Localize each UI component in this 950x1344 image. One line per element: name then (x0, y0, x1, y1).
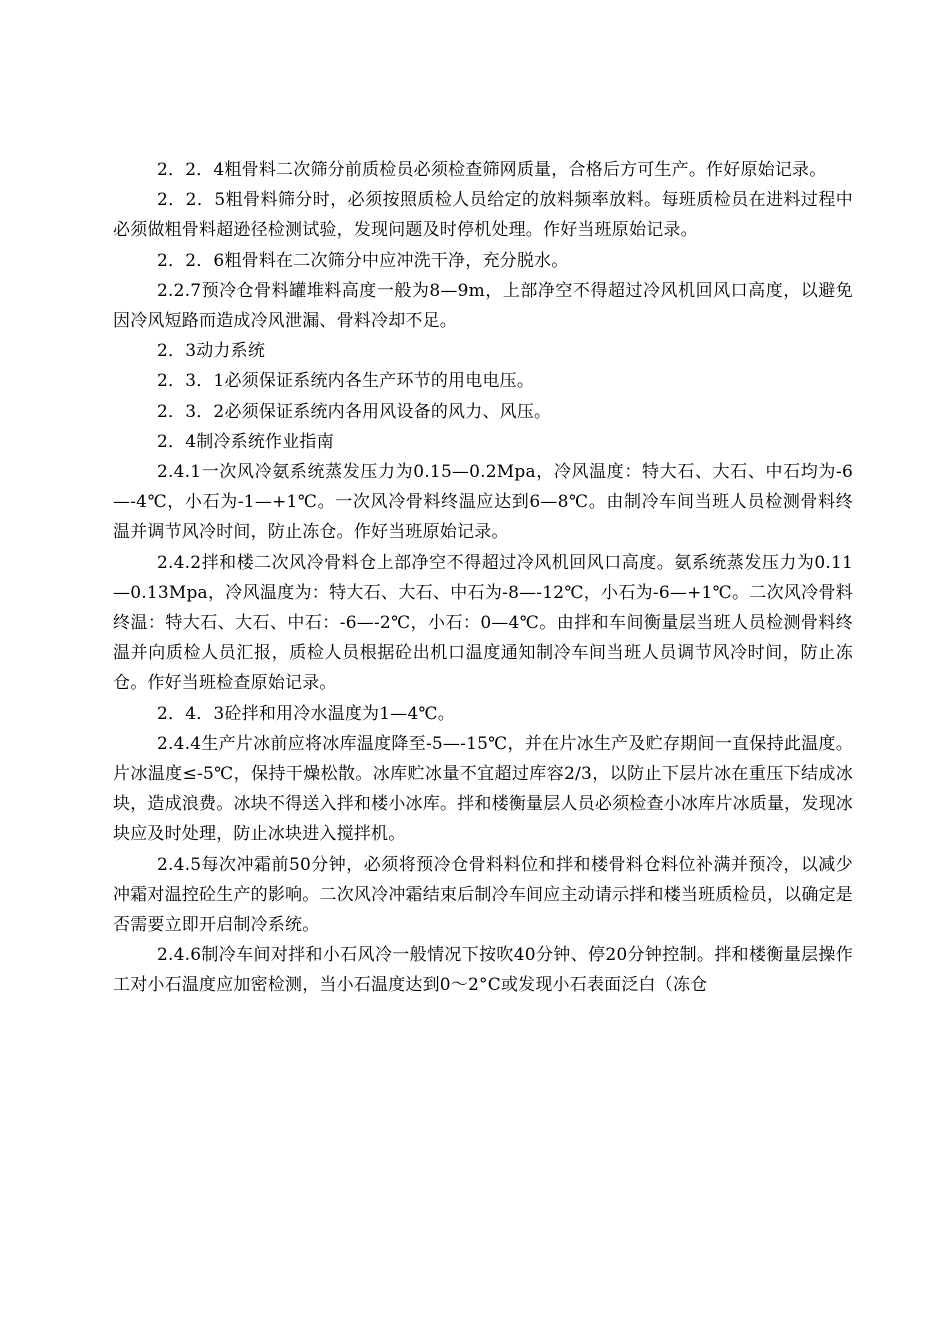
paragraph-2-3-1: 2．3．1必须保证系统内各生产环节的用电电压。 (157, 371, 535, 392)
paragraph-2-4-5: 2.4.5每次冲霜前50分钟，必须将预冷仓骨料料位和拌和楼骨料仓料位补满并预冷，以减少冲霜对温控砼生产的影响。二次风冷冲霜结束后制冷车间应主动请示拌和楼当班质检员，以确定是否需要立即开启制冷系统。 (113, 854, 853, 936)
paragraph-2-4-4: 2.4.4生产片冰前应将冰库温度降至-5—-15℃，并在片冰生产及贮存期间一直保持此温度。片冰温度≤-5℃，保持干燥松散。冰库贮冰量不宜超过库容2/3，以防止下层片冰在重压下结成冰块，造成浪费。冰块不得送入拌和楼小冰库。拌和楼衡量层人员必须检查小冰库片冰质量，发现冰块应及时处理，防止冰块进入搅拌机。 (113, 733, 853, 845)
paragraph-2-2-5: 2．2．5粗骨料筛分时，必须按照质检人员给定的放料频率放料。每班质检员在进料过程中必须做粗骨料超逊径检测试验，发现问题及时停机处理。作好当班原始记录。 (113, 190, 853, 241)
section-heading-2-4: 2．4制冷系统作业指南 (157, 431, 334, 452)
paragraph-2-4-2: 2.4.2拌和楼二次风冷骨料仓上部净空不得超过冷风机回风口高度。氨系统蒸发压力为0.11—0.13Mpa，冷风温度为：特大石、大石、中石为-8—-12℃，小石为-6—+1℃。二次风冷骨料终温：特大石、大石、中石：-6—-2℃，小石：0—4℃。由拌和车间衡量层当班人员检测骨料终温并向质检人员汇报，质检人员根据砼出机口温度通知制冷车间当班人员调节风冷时间，防止冻仓。作好当班检查原始记录。 (113, 552, 853, 694)
paragraph-2-4-6: 2.4.6制冷车间对拌和小石风冷一般情况下按吹40分钟、停20分钟控制。拌和楼衡量层操作工对小石温度应加密检测，当小石温度达到0～2°C或发现小石表面泛白（冻仓 (113, 945, 853, 996)
paragraph-2-2-4: 2．2．4粗骨料二次筛分前质检员必须检查筛网质量，合格后方可生产。作好原始记录。 (157, 160, 827, 180)
paragraph-2-4-1: 2.4.1一次风冷氨系统蒸发压力为0.15—0.2Mpa，冷风温度：特大石、大石、中石均为-6—-4℃，小石为-1—+1℃。一次风冷骨料终温应达到6—8℃。由制冷车间当班人员检测骨料终温并调节风冷时间，防止冻仓。作好当班原始记录。 (113, 462, 853, 543)
paragraph-2-3-2: 2．3．2必须保证系统内各用风设备的风力、风压。 (157, 401, 552, 422)
paragraph-2-2-7: 2.2.7预冷仓骨料罐堆料高度一般为8—9m，上部净空不得超过冷风机回风口高度，以避免因冷风短路而造成冷风泄漏、骨料冷却不足。 (113, 280, 853, 332)
section-heading-2-3: 2．3动力系统 (157, 341, 266, 362)
document-body (113, 155, 853, 1001)
paragraph-2-2-6: 2．2．6粗骨料在二次筛分中应冲洗干净，充分脱水。 (157, 250, 569, 271)
paragraph-2-4-3: 2．4．3砼拌和用冷水温度为1—4℃。 (157, 703, 455, 724)
